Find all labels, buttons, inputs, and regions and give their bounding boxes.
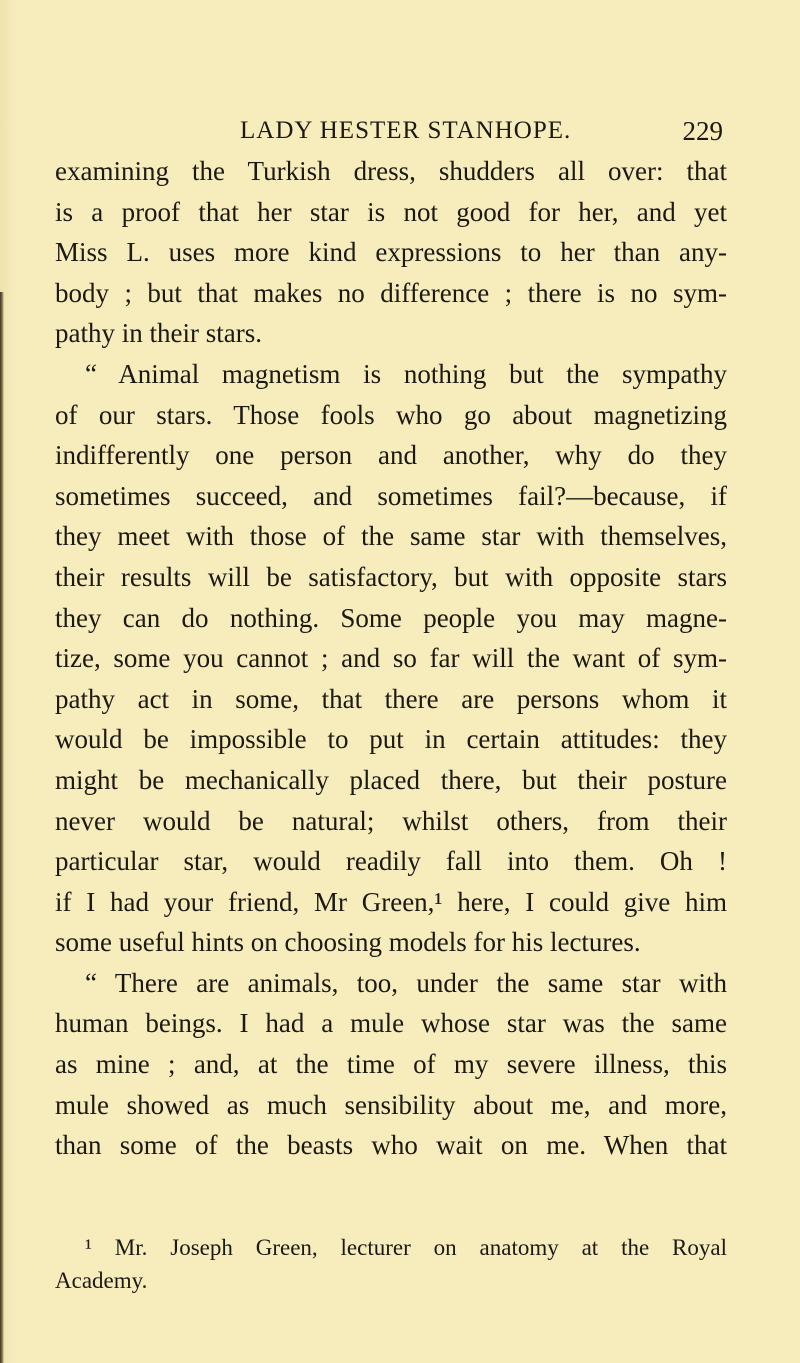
text-line: of our stars. Those fools who go about magnetizing: [55, 399, 727, 430]
text-line: indifferently one person and another, why do they: [55, 440, 727, 471]
text-line: pathy in their stars.: [55, 318, 262, 349]
text-line: would be impossible to put in certain attitudes: they: [55, 724, 727, 755]
text-line: “ Animal magnetism is nothing but the sympathy: [85, 358, 727, 389]
text-line: their results will be satisfactory, but with opposite stars: [55, 561, 727, 592]
text-line: might be mechanically placed there, but their posture: [55, 764, 727, 795]
text-line: “ There are animals, too, under the same star with: [85, 967, 727, 998]
text-line: examining the Turkish dress, shudders all over: that: [55, 156, 727, 186]
text-line: than some of the beasts who wait on me. When that: [55, 1130, 727, 1161]
text-line: some useful hints on choosing models for his lectures.: [55, 927, 641, 958]
text-line: they meet with those of the same star with themselves,: [55, 521, 727, 552]
text-line: if I had your friend, Mr Green,¹ here, I could give him: [55, 886, 727, 917]
text-line: body ; but that makes no difference ; there is no sym-: [55, 277, 727, 308]
text-line: pathy act in some, that there are persons whom it: [55, 683, 727, 714]
text-line: is a proof that her star is not good for her, and yet: [55, 196, 727, 227]
text-line: human beings. I had a mule whose star was the same: [55, 1008, 727, 1039]
footnote-line: Academy.: [55, 1268, 148, 1293]
footnote-line: ¹ Mr. Joseph Green, lecturer on anatomy at the Royal: [85, 1235, 727, 1260]
text-line: particular star, would readily fall into them. Oh !: [55, 846, 727, 877]
text-line: Miss L. uses more kind expressions to her than any-: [55, 237, 727, 268]
body-text: [55, 151, 727, 1166]
running-head: LADY HESTER STANHOPE.: [240, 117, 572, 144]
text-line: as mine ; and, at the time of my severe illness, this: [55, 1049, 727, 1080]
text-line: mule showed as much sensibility about me, and more,: [55, 1089, 727, 1120]
footnote: [55, 1231, 727, 1297]
text-line: never would be natural; whilst others, from their: [55, 805, 727, 836]
page-number: 229: [682, 116, 723, 146]
page-binding-edge: [0, 292, 4, 1363]
text-line: they can do nothing. Some people you may magne-: [55, 602, 727, 633]
text-line: tize, some you cannot ; and so far will the want of sym-: [55, 643, 727, 674]
text-line: sometimes succeed, and sometimes fail?—because, if: [55, 480, 727, 511]
